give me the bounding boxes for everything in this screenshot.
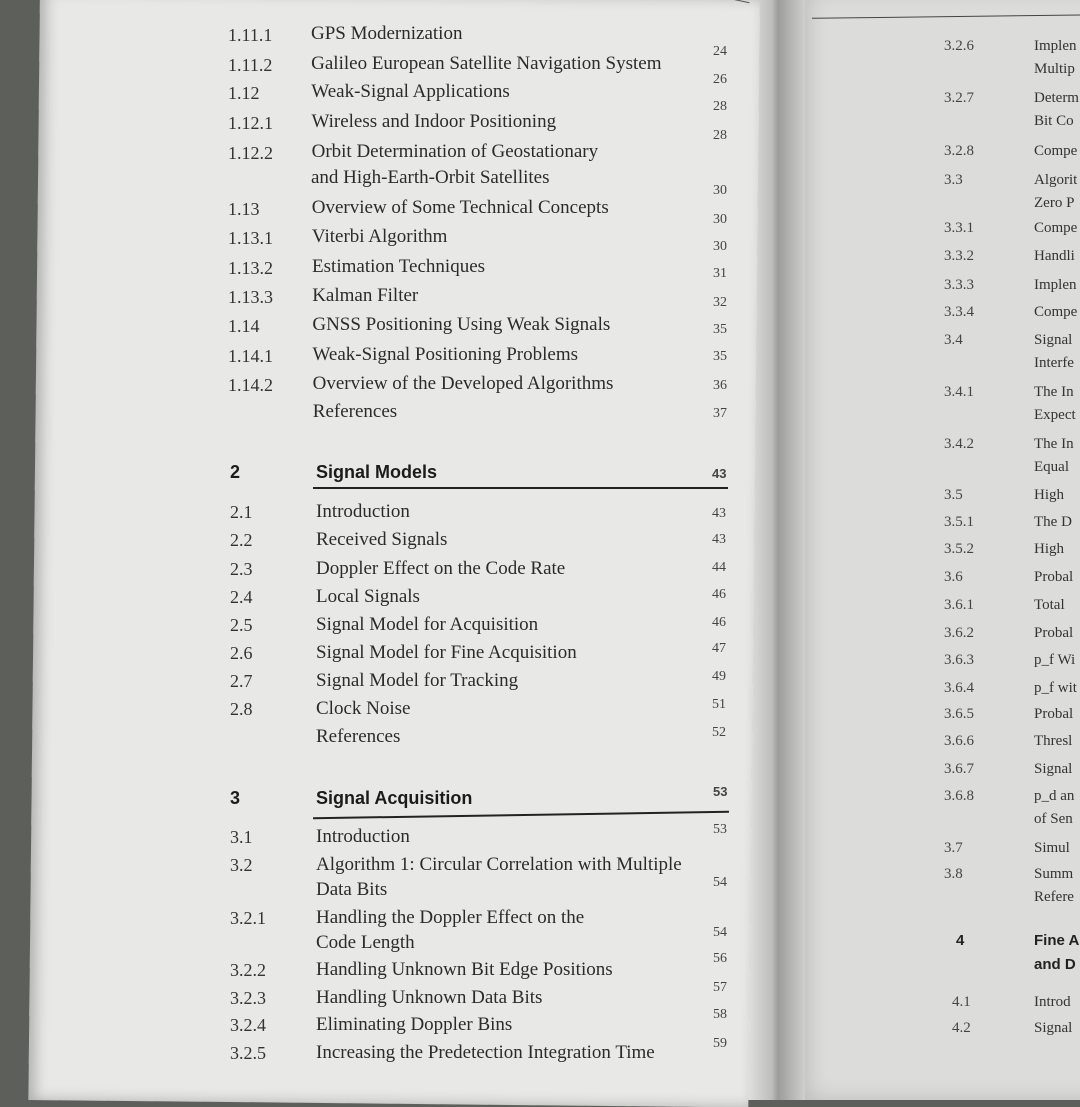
entry-page: 52 [712,725,726,740]
right-entry-title-line2: Refere [1034,889,1074,905]
entry-title-line2: and High-Earth-Orbit Satellites [311,167,550,188]
right-entry-number: 3.5.2 [944,541,974,557]
entry-title-line2: Data Bits [316,879,388,900]
entry-number: 1.11.2 [228,55,273,75]
right-entry-title-line2: Equal [1034,459,1069,475]
right-entry-title: Signal [1034,332,1073,348]
entry-number: 2.5 [230,615,253,635]
entry-number: 3.1 [230,827,253,847]
entry-page: 47 [712,641,726,656]
entry-page: 30 [713,212,727,227]
right-entry-title: Algorit [1034,172,1078,188]
chapter-title: Signal Acquisition [316,788,473,808]
right-entry-number: 3.7 [944,840,963,856]
entry-page: 57 [713,980,727,995]
entry-title: Handling Unknown Data Bits [316,987,543,1008]
entry-number: 3.2.3 [230,988,266,1008]
entry-number: 1.12.2 [228,143,273,163]
right-entry-number: 3.6.6 [944,733,974,749]
right-entry-number: 3.6.5 [944,706,974,722]
right-entry-number: 3.3.1 [944,220,974,236]
right-entry-number: 3.6.8 [944,788,974,804]
right-entry-title-line2: Interfe [1034,355,1074,371]
right-entry-title: p_d an [1034,788,1075,804]
entry-page: 26 [713,72,727,87]
entry-number: 1.12 [228,83,260,103]
chapter-number: 3 [230,788,241,808]
entry-page: 30 [713,183,727,198]
entry-number: 2.8 [230,699,253,719]
entry-page: 35 [713,322,727,337]
entry-number: 1.13 [228,199,260,219]
right-entry-title: Compe [1034,220,1078,236]
entry-page: 28 [713,128,727,143]
right-entry-title: Probal [1034,625,1074,641]
entry-number: 2.4 [230,587,253,607]
right-entry-title: Handli [1034,248,1075,264]
entry-title: Eliminating Doppler Bins [316,1014,513,1035]
entry-page: 44 [712,560,726,575]
right-entry-number: 3.4 [944,332,963,348]
right-chapter-number: 4 [956,932,965,949]
entry-title: Viterbi Algorithm [311,226,448,247]
entry-title: Signal Model for Tracking [316,670,519,691]
right-entry-title: Implen [1034,38,1077,54]
right-entry-number: 3.4.2 [944,436,974,452]
chapter-page: 43 [712,466,727,481]
entry-title: Signal Model for Acquisition [316,614,539,635]
entry-title: Overview of the Developed Algorithms [312,373,614,394]
right-entry-number: 3.3.3 [944,277,974,293]
right-entry-title-line2: Multip [1034,61,1075,77]
entry-number: 2.1 [230,502,253,522]
right-entry-number: 3.6.4 [944,680,974,696]
right-entry-title: p_f Wi [1034,652,1076,668]
right-entry-number: 3.3 [944,172,963,188]
entry-number: 3.2.1 [230,908,266,928]
entry-number: 2.6 [230,643,253,663]
right-entry-title: Signal [1034,1020,1073,1036]
entry-page: 54 [713,925,727,940]
right-entry-number: 3.3.2 [944,248,974,264]
entry-number: 2.3 [230,559,253,579]
entry-number: 1.14.1 [228,346,273,366]
entry-page: 35 [713,349,727,364]
entry-title: Increasing the Predetection Integration Time [316,1042,655,1063]
right-entry-number: 3.4.1 [944,384,974,400]
entry-title: Algorithm 1: Circular Correlation with Multiple [316,854,682,875]
entry-title: Introduction [316,501,410,522]
entry-title: Weak-Signal Applications [311,81,510,102]
right-entry-number: 3.8 [944,866,963,882]
right-entry-title: Thresl [1034,733,1073,749]
entry-title: Kalman Filter [312,285,419,306]
right-chapter-title: Fine A [1034,932,1080,949]
entry-title: Received Signals [316,529,448,550]
right-entry-number: 3.2.7 [944,90,974,106]
entry-title: Clock Noise [316,698,411,719]
right-entry-number: 3.5.1 [944,514,974,530]
right-entry-number: 3.6.3 [944,652,974,668]
right-entry-number: 3.6.2 [944,625,974,641]
entry-number: 2.7 [230,671,253,691]
right-entry-title: High [1034,487,1064,503]
entry-page: 53 [713,822,727,837]
right-entry-number: 4.1 [952,994,971,1010]
right-entry-number: 3.2.6 [944,38,974,54]
entry-number: 1.13.3 [228,287,273,307]
right-entry-title: Determ [1034,90,1079,106]
right-entry-title: Probal [1034,706,1074,722]
entry-page: 54 [713,875,727,890]
entry-page: 31 [713,266,727,281]
entry-page: 36 [713,378,727,393]
entry-title: Galileo European Satellite Navigation System [311,53,662,74]
entry-title: Local Signals [316,586,420,607]
entry-page: 28 [713,99,727,114]
right-entry-title: Summ [1034,866,1074,882]
entry-page: 49 [712,669,726,684]
entry-page: 56 [713,951,727,966]
entry-number: 1.14.2 [228,375,273,395]
right-entry-number: 3.6.7 [944,761,974,777]
entry-page: 30 [713,239,727,254]
right-entry-title-line2: of Sen [1034,811,1073,827]
entry-title: Overview of Some Technical Concepts [311,197,609,218]
right-entry-title: Compe [1034,304,1078,320]
entry-page: 43 [712,506,726,521]
entry-number: 1.12.1 [228,113,273,133]
entry-title: Introduction [316,826,410,847]
entry-number: 1.13.2 [228,258,273,278]
entry-number: 2.2 [230,530,253,550]
entry-title: Estimation Techniques [312,256,486,277]
entry-page: 32 [713,295,727,310]
entry-page: 59 [713,1036,727,1051]
right-entry-title: Probal [1034,569,1074,585]
right-entry-title: Total [1034,597,1065,613]
entry-page: 46 [712,615,726,630]
right-entry-number: 3.3.4 [944,304,974,320]
entry-title: Handling Unknown Bit Edge Positions [316,959,613,980]
entry-title: References [312,401,398,422]
right-entry-title-line2: Expect [1034,407,1076,423]
right-entry-title: Introd [1034,994,1071,1010]
right-entry-title: Compe [1034,143,1078,159]
entry-page: 37 [713,406,727,421]
right-entry-number: 3.6.1 [944,597,974,613]
right-entry-number: 3.5 [944,487,963,503]
right-entry-title: Signal [1034,761,1073,777]
entry-number: 1.11.1 [228,25,273,45]
right-entry-title: High [1034,541,1064,557]
chapter-title: Signal Models [316,462,438,482]
entry-title: References [316,726,401,747]
entry-title: Handling the Doppler Effect on the [316,907,585,928]
right-entry-number: 3.2.8 [944,143,974,159]
entry-page: 58 [713,1007,727,1022]
chapter-page: 53 [713,784,728,799]
entry-title: Weak-Signal Positioning Problems [312,344,579,365]
entry-page: 43 [712,532,726,547]
entry-number: 3.2.2 [230,960,266,980]
right-entry-title-line2: Bit Co [1034,113,1074,129]
right-entry-title: Simul [1034,840,1070,856]
entry-title: Orbit Determination of Geostationary [311,141,599,162]
entry-page: 46 [712,587,726,602]
entry-title: GNSS Positioning Using Weak Signals [312,314,611,335]
entry-title: Doppler Effect on the Code Rate [316,558,566,579]
right-entry-title: The D [1034,514,1072,530]
entry-number: 3.2.5 [230,1043,266,1063]
entry-title: Signal Model for Fine Acquisition [316,642,577,663]
right-entry-number: 4.2 [952,1020,971,1036]
right-entry-title: Implen [1034,277,1077,293]
entry-number: 3.2 [230,855,253,875]
chapter-rule [313,487,728,489]
entry-number: 3.2.4 [230,1015,266,1035]
right-entry-title: The In [1034,384,1074,400]
entry-title-line2: Code Length [316,932,415,953]
right-entry-title: The In [1034,436,1074,452]
right-entry-number: 3.6 [944,569,963,585]
entry-number: 1.13.1 [228,228,273,248]
entry-page: 24 [713,44,727,59]
right-chapter-title-line2: and D [1034,956,1076,973]
right-entry-title-line2: Zero P [1034,195,1075,211]
chapter-number: 2 [230,462,241,482]
entry-number: 1.14 [228,316,260,336]
entry-page: 51 [712,697,726,712]
right-entry-title: p_f wit [1034,680,1077,696]
entry-title: Wireless and Indoor Positioning [311,111,557,132]
entry-title: GPS Modernization [311,23,463,44]
